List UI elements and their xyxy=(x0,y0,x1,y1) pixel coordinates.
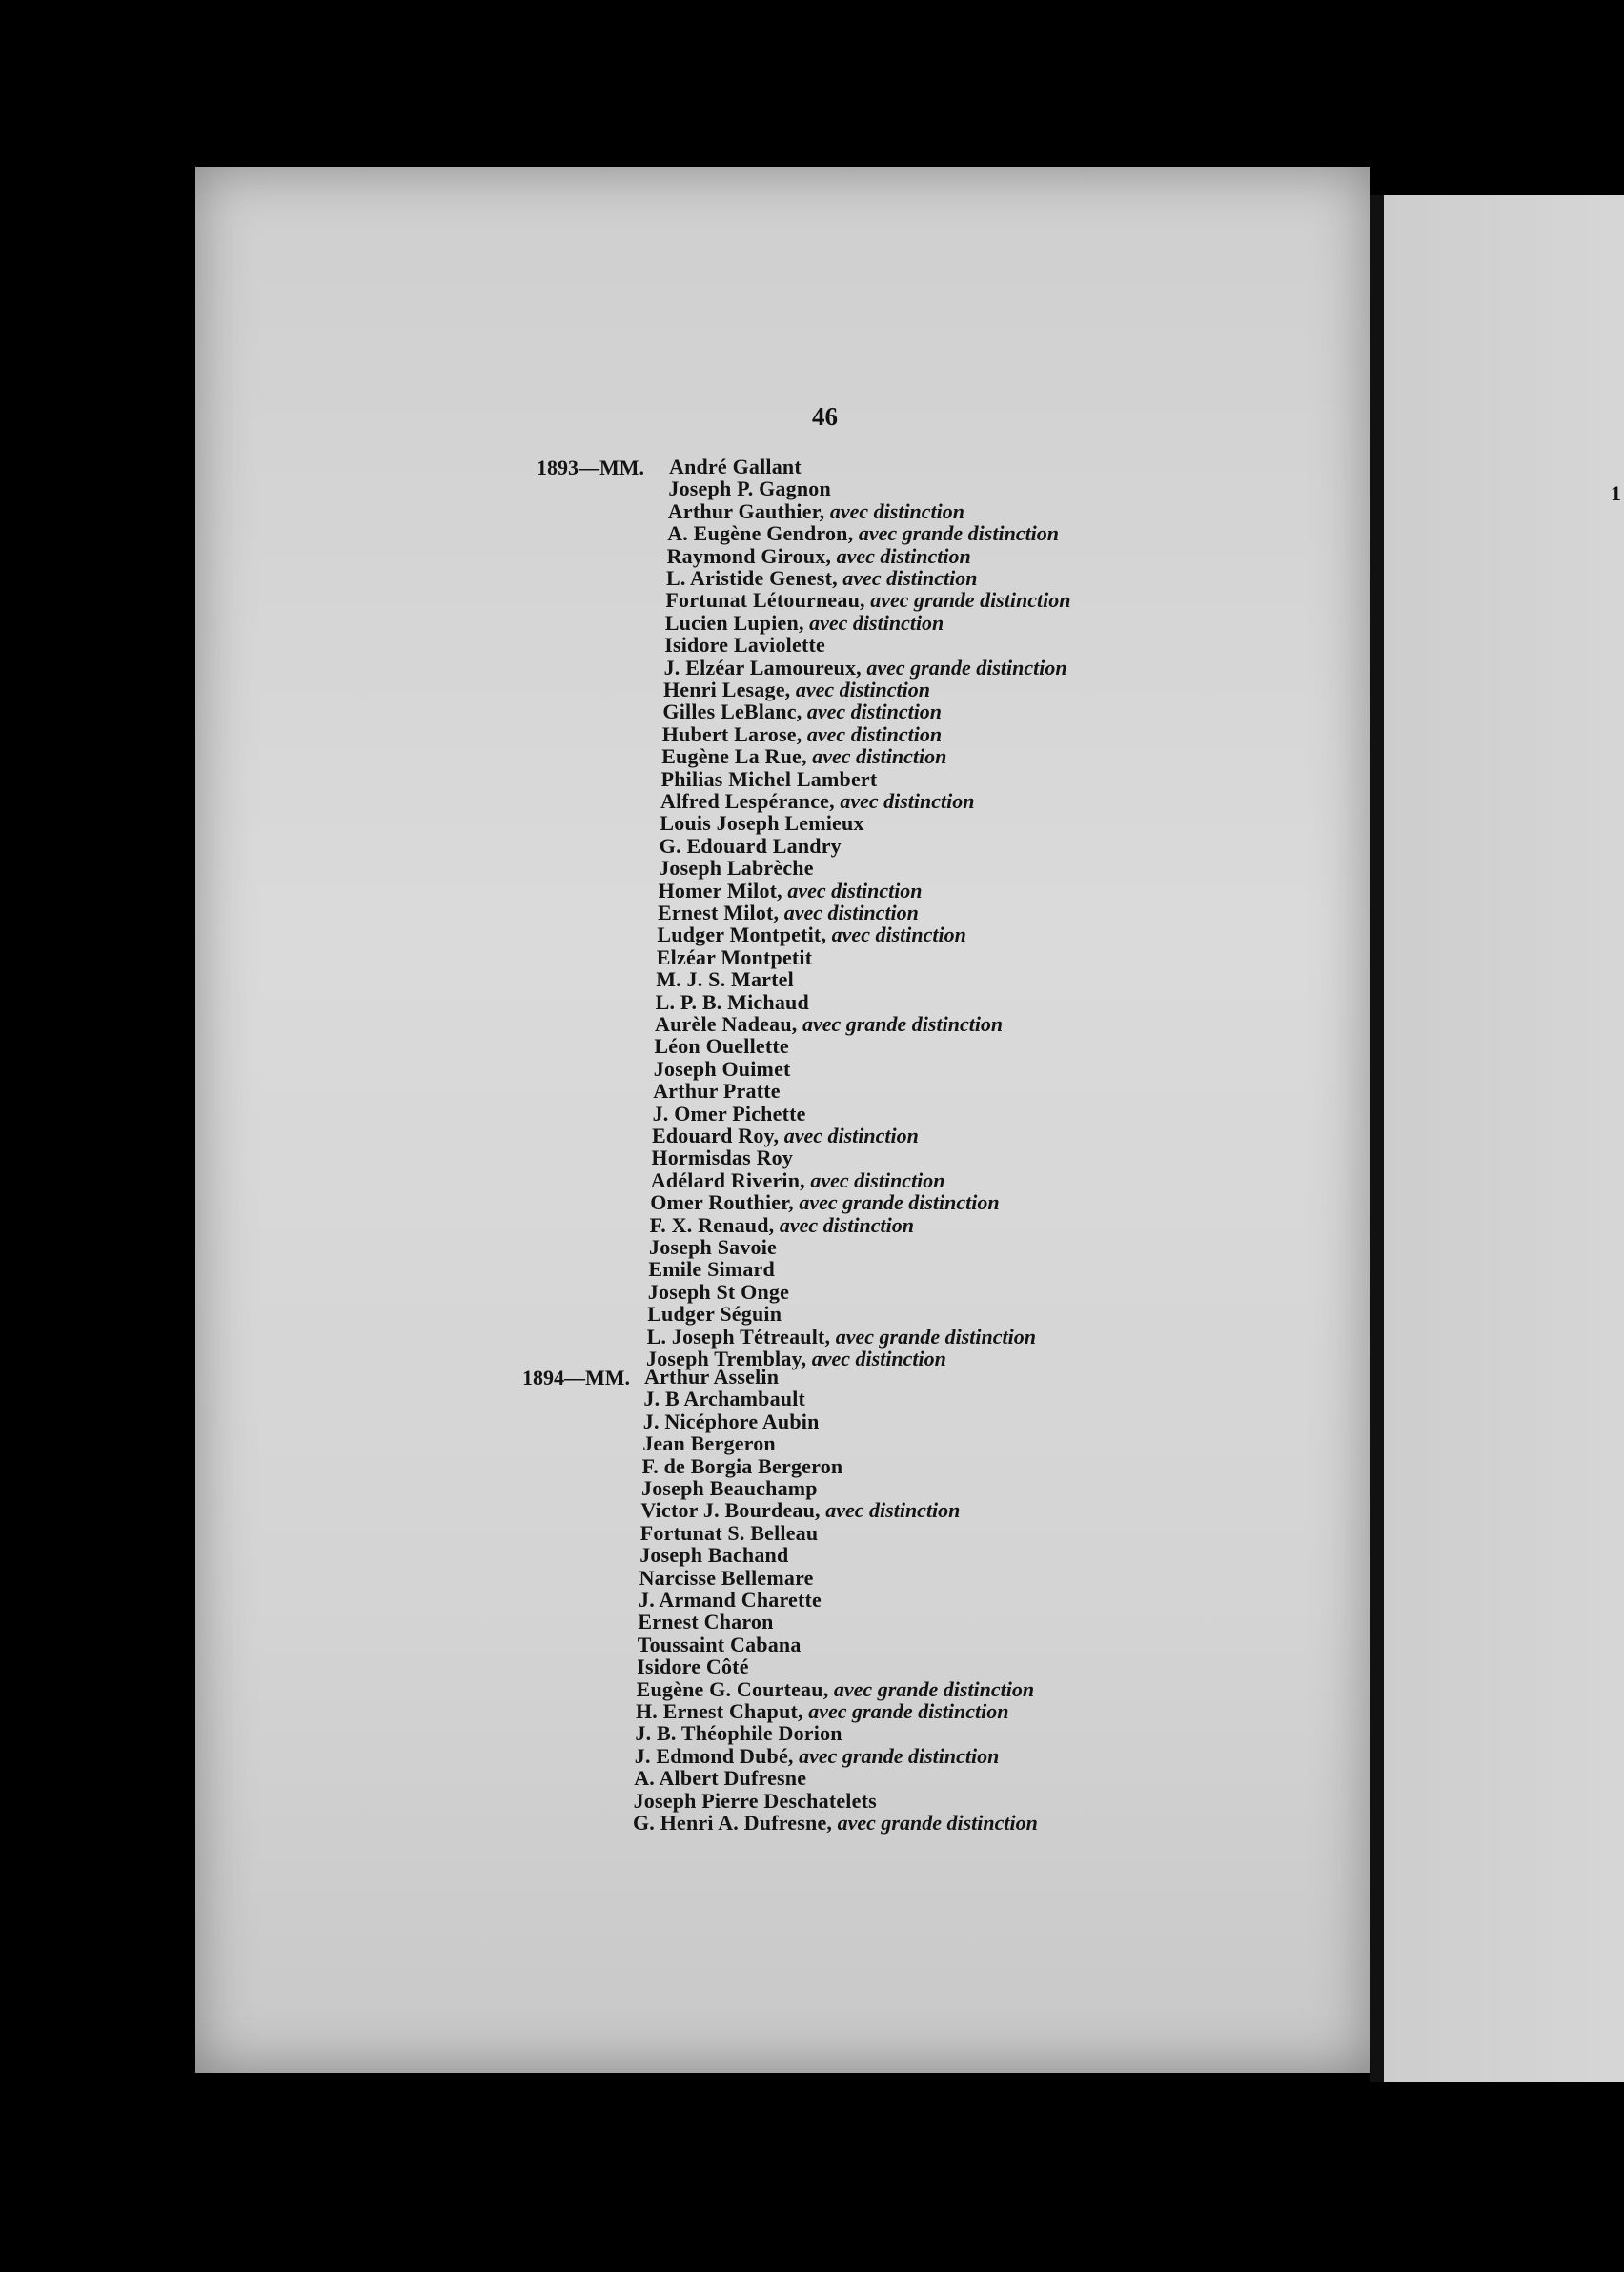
graduate-entry xyxy=(640,1522,819,1545)
distinction-note: avec grande distinction xyxy=(799,1743,1000,1768)
graduate-name: Homer Milot, xyxy=(658,878,782,903)
graduate-entry xyxy=(661,768,878,791)
graduate-entry xyxy=(659,857,814,880)
graduate-entry xyxy=(633,1812,1038,1835)
graduate-name: Joseph P. Gagnon xyxy=(668,477,831,501)
distinction-note: avec distinction xyxy=(779,1212,915,1237)
graduate-entry xyxy=(647,1326,1036,1349)
distinction-note: avec distinction xyxy=(809,610,944,635)
graduate-name: Toussaint Cabana xyxy=(637,1632,802,1656)
graduate-name: M. J. S. Martel xyxy=(656,967,794,992)
graduate-name: Joseph Tremblay, xyxy=(646,1347,807,1370)
distinction-note: avec distinction xyxy=(842,566,978,590)
graduate-name: J. Armand Charette xyxy=(639,1588,822,1612)
distinction-note: avec grande distinction xyxy=(808,1699,1009,1723)
graduate-entry xyxy=(639,1589,822,1612)
graduate-entry xyxy=(635,1745,1000,1768)
graduate-name: G. Edouard Landry xyxy=(659,833,842,858)
graduate-entry xyxy=(656,991,809,1014)
graduate-entry xyxy=(639,1544,788,1567)
graduate-entry xyxy=(653,1103,806,1126)
graduate-name: G. Henri A. Dufresne, xyxy=(633,1811,833,1835)
graduate-entry xyxy=(637,1655,748,1678)
distinction-note: avec distinction xyxy=(840,789,975,813)
graduate-entry xyxy=(643,1388,805,1410)
graduate-entry xyxy=(660,790,974,813)
graduate-name: Hubert Larose, xyxy=(661,721,802,746)
year-label: 1894—MM. xyxy=(522,1366,631,1390)
graduate-entry xyxy=(642,1432,776,1455)
graduate-entry xyxy=(651,1146,793,1169)
graduate-name: Edouard Roy, xyxy=(652,1124,780,1147)
graduate-name: J. Nicéphore Aubin xyxy=(642,1409,820,1433)
distinction-note: avec distinction xyxy=(806,721,943,746)
graduate-name: Jean Bergeron xyxy=(642,1431,776,1456)
graduate-name: Ludger Séguin xyxy=(647,1302,782,1327)
graduate-name: H. Ernest Chaput, xyxy=(636,1699,803,1723)
graduate-name: Fortunat S. Belleau xyxy=(639,1520,819,1545)
graduate-entry xyxy=(634,1790,877,1813)
graduate-name: Ludger Montpetit, xyxy=(657,923,827,947)
graduate-entry xyxy=(668,500,964,523)
distinction-note: avec grande distinction xyxy=(833,1676,1035,1701)
graduate-name: Victor J. Bourdeau, xyxy=(640,1498,821,1523)
graduate-name: Narcisse Bellemare xyxy=(639,1565,814,1590)
graduate-entry xyxy=(636,1700,1008,1723)
graduate-name: André Gallant xyxy=(669,455,802,478)
graduate-entry xyxy=(638,1611,773,1633)
graduate-entry xyxy=(635,1722,842,1745)
distinction-note: avec grande distinction xyxy=(799,1190,1000,1215)
graduate-name: F. X. Renaud, xyxy=(649,1212,775,1237)
graduate-entry xyxy=(647,1303,782,1326)
graduate-name: Fortunat Létourneau, xyxy=(665,588,865,613)
graduate-entry xyxy=(663,679,930,701)
graduate-entry xyxy=(650,1191,999,1214)
distinction-note: avec distinction xyxy=(806,700,943,724)
graduate-entry xyxy=(651,1169,945,1192)
graduate-name: J. B. Théophile Dorion xyxy=(635,1721,842,1746)
graduate-entry xyxy=(668,477,831,500)
graduate-entry xyxy=(637,1678,1035,1701)
graduate-name: F. de Borgia Bergeron xyxy=(641,1453,843,1478)
graduate-entry xyxy=(660,812,863,835)
distinction-note: avec distinction xyxy=(812,744,947,769)
graduate-name: Hormisdas Roy xyxy=(651,1146,794,1170)
graduate-name: J. Omer Pichette xyxy=(652,1101,806,1126)
adjacent-page-mark: 1 xyxy=(1611,481,1621,505)
distinction-note: avec distinction xyxy=(795,678,931,701)
graduate-entry xyxy=(648,1258,775,1281)
distinction-note: avec grande distinction xyxy=(802,1012,1004,1036)
graduate-name: Isidore Côté xyxy=(637,1654,749,1679)
graduate-name: Joseph Labrèche xyxy=(659,856,814,881)
graduate-name: Omer Routhier, xyxy=(650,1190,794,1215)
graduate-entry xyxy=(653,1080,781,1103)
graduate-entry xyxy=(667,522,1059,545)
graduate-entry xyxy=(656,968,794,991)
graduate-name: Joseph St Onge xyxy=(647,1279,790,1304)
graduate-name: Alfred Lespérance, xyxy=(660,789,835,813)
graduate-name: Gilles LeBlanc, xyxy=(662,700,802,724)
graduate-name: A. Eugène Gendron, xyxy=(667,521,854,546)
graduate-entry xyxy=(665,612,944,635)
graduate-name: L. Aristide Genest, xyxy=(666,566,838,590)
distinction-note: avec distinction xyxy=(829,498,965,523)
graduate-name: Eugène La Rue, xyxy=(661,744,807,769)
graduate-name: Joseph Bachand xyxy=(639,1543,789,1568)
graduate-entry xyxy=(666,567,977,590)
graduate-entry xyxy=(658,902,919,924)
graduate-entry xyxy=(638,1633,802,1656)
graduate-name: Arthur Pratte xyxy=(653,1079,781,1104)
graduate-name: L. Joseph Tétreault, xyxy=(646,1324,831,1349)
graduate-entry xyxy=(650,1214,914,1237)
graduate-name: Eugène G. Courteau, xyxy=(636,1676,829,1701)
distinction-note: avec grande distinction xyxy=(866,655,1067,680)
graduate-entry xyxy=(662,723,942,746)
graduate-entry xyxy=(659,880,923,903)
distinction-note: avec distinction xyxy=(787,878,923,903)
graduate-entry xyxy=(644,1366,779,1389)
graduate-entry xyxy=(652,1125,919,1147)
distinction-note: avec distinction xyxy=(810,1167,945,1192)
graduate-entry xyxy=(665,589,1070,612)
graduate-name: Joseph Pierre Deschatelets xyxy=(633,1788,877,1813)
distinction-note: avec distinction xyxy=(783,1124,919,1147)
graduate-entry xyxy=(657,946,812,969)
graduate-entry xyxy=(662,700,942,723)
graduate-name: Ernest Charon xyxy=(638,1610,774,1634)
graduate-entry xyxy=(660,835,842,858)
graduate-entry xyxy=(654,1058,791,1081)
graduate-entry xyxy=(669,456,802,478)
graduate-entry xyxy=(664,634,825,657)
distinction-note: avec distinction xyxy=(783,901,919,924)
distinction-note: avec grande distinction xyxy=(837,1811,1038,1835)
distinction-note: avec distinction xyxy=(825,1498,961,1523)
graduate-name: Joseph Ouimet xyxy=(653,1056,791,1081)
graduate-name: Lucien Lupien, xyxy=(664,610,804,635)
graduate-entry xyxy=(667,545,971,568)
graduate-entry xyxy=(640,1499,960,1522)
graduate-name: Philias Michel Lambert xyxy=(660,766,878,791)
page-number: 46 xyxy=(812,402,838,431)
graduate-name: J. Edmond Dubé, xyxy=(634,1743,794,1768)
graduate-name: Léon Ouellette xyxy=(654,1034,789,1059)
graduate-name: Emile Simard xyxy=(648,1257,775,1282)
graduate-name: Isidore Laviolette xyxy=(664,633,825,658)
distinction-note: avec distinction xyxy=(831,923,966,947)
distinction-note: avec distinction xyxy=(836,543,971,568)
graduate-name: Raymond Giroux, xyxy=(666,543,832,568)
distinction-note: avec grande distinction xyxy=(835,1324,1036,1349)
graduate-name: Louis Joseph Lemieux xyxy=(660,811,864,836)
graduate-entry xyxy=(664,657,1067,680)
graduate-entry xyxy=(661,745,946,768)
graduate-entry xyxy=(655,1013,1003,1036)
graduate-name: Ernest Milot, xyxy=(658,901,780,924)
graduate-name: Elzéar Montpetit xyxy=(656,944,813,969)
graduate-entry xyxy=(648,1281,789,1304)
graduate-name: Joseph Savoie xyxy=(649,1235,778,1259)
graduate-entry xyxy=(634,1767,806,1790)
graduate-entry xyxy=(641,1477,818,1500)
graduate-name: A. Albert Dufresne xyxy=(634,1766,807,1791)
graduate-entry xyxy=(654,1035,789,1058)
graduate-name: Joseph Beauchamp xyxy=(641,1476,818,1500)
graduate-name: Aurèle Nadeau, xyxy=(655,1012,798,1036)
year-label: 1893—MM. xyxy=(537,456,645,479)
graduate-name: L. P. B. Michaud xyxy=(655,989,809,1014)
distinction-note: avec grande distinction xyxy=(858,521,1060,546)
graduate-name: Adélard Riverin, xyxy=(650,1167,805,1192)
graduate-entry xyxy=(643,1410,820,1433)
graduate-name: Arthur Gauthier, xyxy=(667,498,825,523)
graduate-name: Henri Lesage, xyxy=(663,678,791,701)
distinction-note: avec grande distinction xyxy=(870,588,1071,613)
graduate-name: J. B Archambault xyxy=(643,1387,806,1411)
graduate-entry xyxy=(639,1567,814,1590)
graduate-entry xyxy=(642,1455,843,1478)
distinction-note: avec distinction xyxy=(811,1347,946,1370)
graduate-entry xyxy=(657,923,965,946)
graduate-name: Arthur Asselin xyxy=(644,1365,780,1389)
graduate-name: J. Elzéar Lamoureux, xyxy=(663,655,862,680)
graduate-entry xyxy=(649,1236,777,1259)
